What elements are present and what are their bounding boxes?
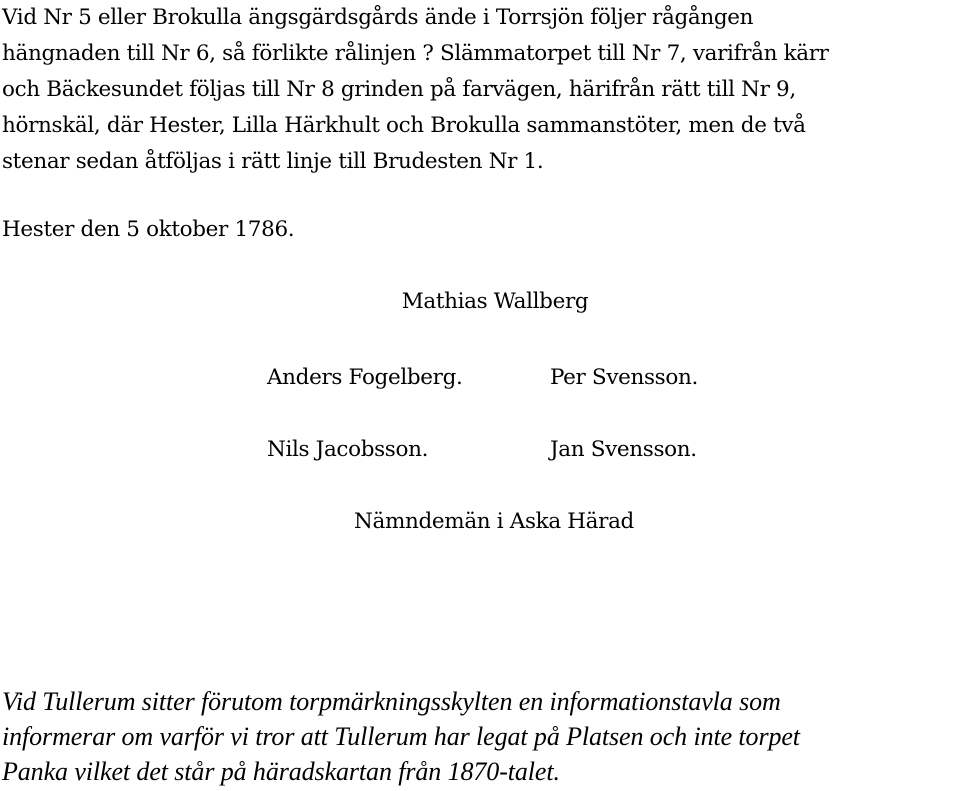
paragraph-line: och Bäckesundet följas till Nr 8 grinden på farvägen, härifrån rätt till Nr 9, [2,77,796,102]
date-line: Hester den 5 oktober 1786. [2,217,295,242]
information-note-paragraph [2,684,957,789]
boundary-description-paragraph [2,0,952,180]
signature-jan-svensson: Jan Svensson. [550,437,697,462]
paragraph-line: stenar sedan åtföljas i rätt linje till Brudesten Nr 1. [2,149,544,174]
note-line: Panka vilket det står på häradskartan från 1870-talet. [2,757,560,786]
paragraph-line: hörnskäl, där Hester, Lilla Härkhult och Brokulla sammanstöter, men de två [2,113,806,138]
court-line: Nämndemän i Aska Härad [354,509,634,534]
note-line: Vid Tullerum sitter förutom torpmärkningsskylten en informationstavla som [2,687,781,716]
signature-main: Mathias Wallberg [401,289,589,314]
paragraph-line: hängnaden till Nr 6, så förlikte rålinjen ? Slämmatorpet till Nr 7, varifrån kärr [2,41,829,66]
note-line: informerar om varför vi tror att Tullerum har legat på Platsen och inte torpet [2,722,800,751]
signature-anders-fogelberg: Anders Fogelberg. [267,365,463,390]
paragraph-line: Vid Nr 5 eller Brokulla ängsgärdsgårds ände i Torrsjön följer rågången [2,5,754,30]
signature-nils-jacobsson: Nils Jacobsson. [267,437,429,462]
signature-per-svensson: Per Svensson. [550,365,698,390]
